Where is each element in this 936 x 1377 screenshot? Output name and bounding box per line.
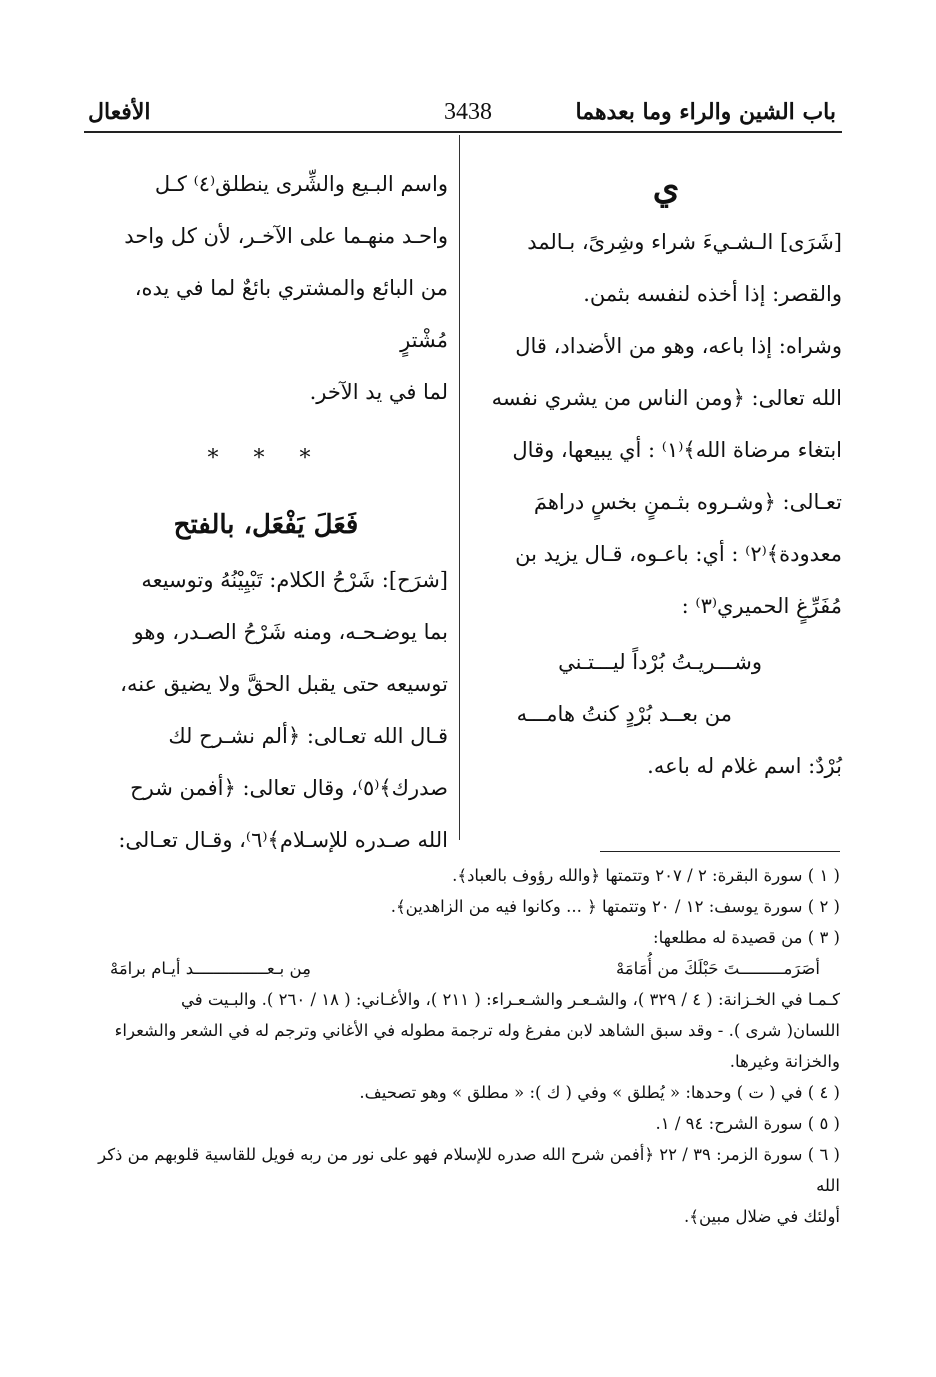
text-line: بما يوضـحـه، ومنه شَرْحُ الصـدر، وهو	[133, 620, 448, 644]
footnote-3-line: والخزانة وغيرها.	[729, 1052, 840, 1071]
text-line: واسم البـيع والشِّرى ينطلق⁽٤⁾ كـل	[154, 172, 448, 196]
verse-line: وشـــريـتُ بُرْداً ليـــتـني	[558, 650, 762, 674]
text-line: والقصر: إذا أخذه لنفسه بثمن.	[583, 282, 842, 306]
footnote-4: ( ٤ ) في ( ت ) وحدها: « يُطلق » وفي ( ك ): « مطلق » وهو تصحيف.	[359, 1083, 840, 1102]
footnote-6: ( ٦ ) سورة الزمر: ٣٩ / ٢٢ ﴿أفمن شرح الله صدره للإسلام فهو على نور من ربه فويل للقاسية قلوبهم من ذكر الله	[98, 1145, 840, 1195]
verse-hemistich: أصَرَمـــــــــتَ حَبْلَكَ من أُمَامَهْ	[615, 959, 820, 978]
text-line: معدودة﴾⁽٢⁾ : أي: باعـوه، قـال يزيد بن	[515, 542, 842, 566]
text-line: من البائع والمشتري بائعٌ لما في يده، مُشْترٍ	[134, 276, 448, 352]
footnote-5: ( ٥ ) سورة الشرح: ٩٤ / ١.	[655, 1114, 840, 1133]
footnote-1: ( ١ ) سورة البقرة: ٢ / ٢٠٧ وتتمتها ﴿والله رؤوف بالعباد﴾.	[452, 866, 840, 885]
page-number: 3438	[444, 99, 492, 125]
text-line: واحـد منهـما على الآخـر، لأن كل واحد	[124, 224, 448, 248]
verse-line: من بعــد بُرْدٍ كنتُ هامـــه	[516, 702, 732, 726]
text-line: تعـالى: ﴿وشـروه بثـمنٍ بخسٍ دراهمَ	[533, 490, 842, 514]
text-line: توسيعه حتى يقبل الحقَّ ولا يضيق عنه،	[120, 672, 448, 696]
footnote-3-line: كـمـا في الخـزانة: ( ٤ / ٣٢٩ )، والشـعـر والشـعـراء: ( ٢١١ )، والأغـاني: ( ١٨ / ٢٦٠ ). والبـيت في	[180, 990, 840, 1009]
text-line: وشراه: إذا باعه، وهو من الأضداد، قال	[515, 334, 842, 358]
text-line: [شَرَى] الـشـيءَ شراء وشِرىً، بـالمد	[527, 230, 842, 254]
header-rule	[84, 131, 842, 133]
left-column	[84, 158, 448, 866]
footnote-rule	[600, 851, 840, 852]
text-line: الله تعالى: ﴿ومن الناس من يشري نفسه	[491, 386, 842, 410]
text-line: قـال الله تعـالى: ﴿ألم نشـرح لك	[168, 724, 448, 748]
text-line: [شرَح]: شَرْحُ الكلام: تَبْيِيْنُهُ وتوسيعه	[141, 568, 448, 592]
verse-hemistich: مِن بـعـــــــــــــــد أيـام برامَهْ	[110, 959, 311, 978]
text-line: الله صـدره للإسـلام﴾⁽٦⁾، وقـال تعـالى:	[118, 828, 448, 852]
footnote-6-line: أولئك في ضلال مبين﴾.	[684, 1207, 840, 1226]
text-line: بُرْدٌ: اسم غلام له باعه.	[647, 754, 842, 778]
letter-heading: ي	[652, 168, 680, 208]
text-line: لما في يد الآخر.	[309, 380, 448, 404]
footnote-3-line: اللسان( شرى ). - وقد سبق الشاهد لابن مفرغ وله ترجمة مطوله في الأغاني وترجم له في الشعر والشعراء	[114, 1021, 840, 1040]
section-separator: * * *	[207, 446, 325, 471]
chapter-title: باب الشين والراء وما بعدهما	[575, 99, 836, 125]
text-line: ابتغاء مرضاة الله﴾⁽١⁾ : أي يبيعها، وقال	[512, 438, 842, 462]
footnote-2: ( ٢ ) سورة يوسف: ١٢ / ٢٠ وتتمتها ﴿ ... وكانوا فيه من الزاهدين﴾.	[390, 897, 840, 916]
column-divider	[459, 135, 460, 840]
footnote-3: ( ٣ ) من قصيدة له مطلعها:	[653, 928, 840, 947]
section-title-header: الأفعال	[88, 99, 151, 125]
text-line: صدرك﴾⁽٥⁾، وقال تعالى: ﴿أفمن شرح	[130, 776, 448, 800]
footnote-3-verse	[80, 953, 840, 984]
footnotes	[80, 860, 840, 1232]
right-column	[490, 150, 842, 792]
text-line: مُفَرِّغٍ الحميري⁽٣⁾ :	[681, 594, 842, 618]
section-heading: فَعَلَ يَفْعَل، بالفتح	[173, 510, 359, 540]
